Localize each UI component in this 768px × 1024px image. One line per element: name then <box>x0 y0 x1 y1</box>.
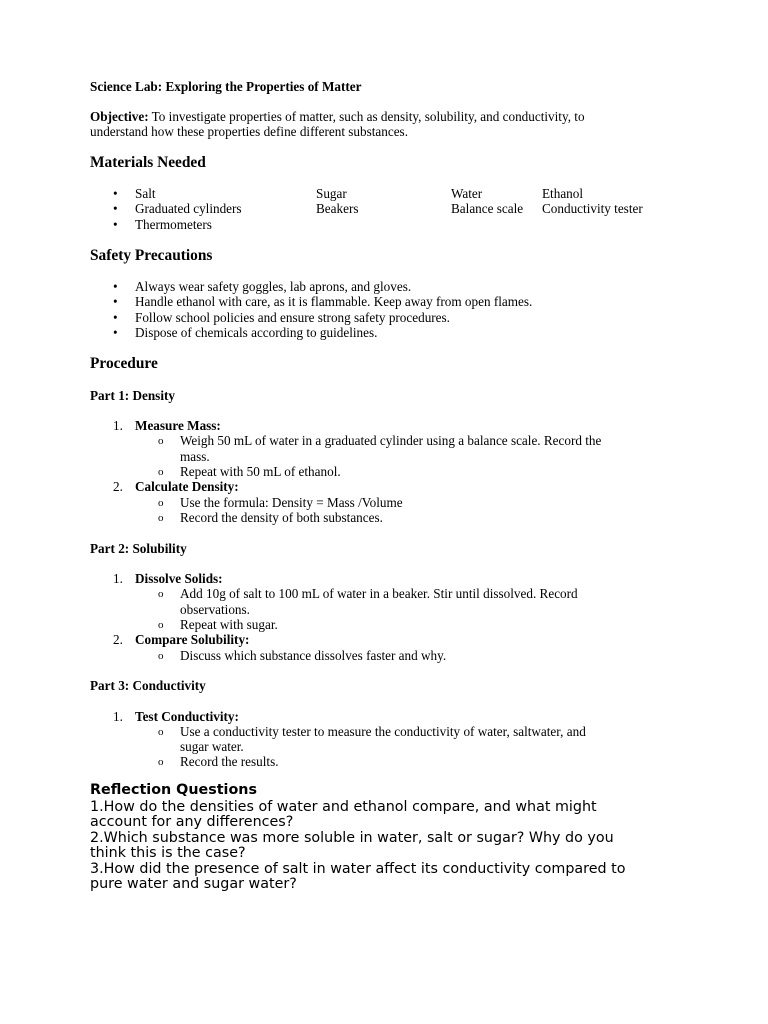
bullet-icon: • <box>113 186 118 201</box>
safety-item: Always wear safety goggles, lab aprons, and gloves. <box>135 279 412 294</box>
step-detail: Use a conductivity tester to measure the conductivity of water, saltwater, and <box>180 724 586 739</box>
step-label: Test Conductivity: <box>135 709 239 724</box>
procedure-heading: Procedure <box>90 355 158 372</box>
reflection-line: 3.How did the presence of salt in water affect its conductivity compared to <box>90 860 626 877</box>
reflection-heading: Reflection Questions <box>90 782 257 798</box>
safety-item: Follow school policies and ensure strong safety procedures. <box>135 310 450 325</box>
part3-title: Part 3: Conductivity <box>90 678 206 693</box>
safety-heading: Safety Precautions <box>90 247 213 264</box>
materials-heading: Materials Needed <box>90 154 206 171</box>
bullet-icon: • <box>113 201 118 216</box>
bullet-icon: • <box>113 217 118 232</box>
step-detail: Add 10g of salt to 100 mL of water in a beaker. Stir until dissolved. Record <box>180 586 578 601</box>
step-detail: Discuss which substance dissolves faster and why. <box>180 648 447 663</box>
step-detail: observations. <box>180 602 250 617</box>
step-number: 2. <box>113 479 123 494</box>
step-detail: mass. <box>180 449 210 464</box>
step-label: Measure Mass: <box>135 418 221 433</box>
sub-bullet-icon: o <box>158 466 164 478</box>
material-item: Ethanol <box>542 186 584 201</box>
objective-text-line1: To investigate properties of matter, such as density, solubility, and conductivity, to <box>148 109 585 124</box>
reflection-line: 1.How do the densities of water and ethanol compare, and what might <box>90 799 597 815</box>
sub-bullet-icon: o <box>158 435 164 447</box>
material-item: Water <box>451 186 483 201</box>
material-item: Balance scale <box>451 201 524 216</box>
step-label: Compare Solubility: <box>135 632 250 647</box>
reflection-questions <box>90 800 625 892</box>
step-detail: sugar water. <box>180 739 244 754</box>
step-detail: Record the results. <box>180 754 279 769</box>
document-title: Science Lab: Exploring the Properties of Matter <box>90 79 362 94</box>
step-number: 1. <box>113 418 123 433</box>
step-detail: Weigh 50 mL of water in a graduated cylinder using a balance scale. Record the <box>180 433 602 448</box>
material-item: Conductivity tester <box>542 201 643 216</box>
step-number: 2. <box>113 632 123 647</box>
objective-label: Objective: <box>90 109 149 124</box>
safety-item: Dispose of chemicals according to guidelines. <box>135 325 378 340</box>
sub-bullet-icon: o <box>158 497 164 509</box>
step-number: 1. <box>113 571 123 586</box>
step-label: Dissolve Solids: <box>135 571 223 586</box>
bullet-icon: • <box>113 325 118 340</box>
step-detail: Repeat with sugar. <box>180 617 278 632</box>
sub-bullet-icon: o <box>158 619 164 631</box>
step-detail: Use the formula: Density = Mass /Volume <box>180 495 403 510</box>
bullet-icon: • <box>113 294 118 309</box>
safety-item: Handle ethanol with care, as it is flammable. Keep away from open flames. <box>135 294 533 309</box>
sub-bullet-icon: o <box>158 588 164 600</box>
material-item: Sugar <box>316 186 347 201</box>
part2-title: Part 2: Solubility <box>90 541 187 556</box>
step-detail: Repeat with 50 mL of ethanol. <box>180 464 341 479</box>
reflection-line: think this is the case? <box>90 845 246 862</box>
sub-bullet-icon: o <box>158 726 164 738</box>
sub-bullet-icon: o <box>158 650 164 662</box>
sub-bullet-icon: o <box>158 512 164 524</box>
bullet-icon: • <box>113 279 118 294</box>
step-detail: Record the density of both substances. <box>180 510 383 525</box>
step-label: Calculate Density: <box>135 479 239 494</box>
part1-title: Part 1: Density <box>90 388 175 403</box>
objective-text-line2: understand how these properties define different substances. <box>90 124 408 139</box>
step-number: 1. <box>113 709 123 724</box>
material-item: Thermometers <box>135 217 212 232</box>
sub-bullet-icon: o <box>158 756 164 768</box>
material-item: Beakers <box>316 201 359 216</box>
material-item: Salt <box>135 186 156 201</box>
bullet-icon: • <box>113 310 118 325</box>
reflection-line: 2.Which substance was more soluble in water, salt or sugar? Why do you <box>90 829 614 846</box>
material-item: Graduated cylinders <box>135 201 242 216</box>
objective-paragraph <box>90 109 585 124</box>
reflection-line: account for any differences? <box>90 814 294 831</box>
reflection-line: pure water and sugar water? <box>90 876 297 893</box>
